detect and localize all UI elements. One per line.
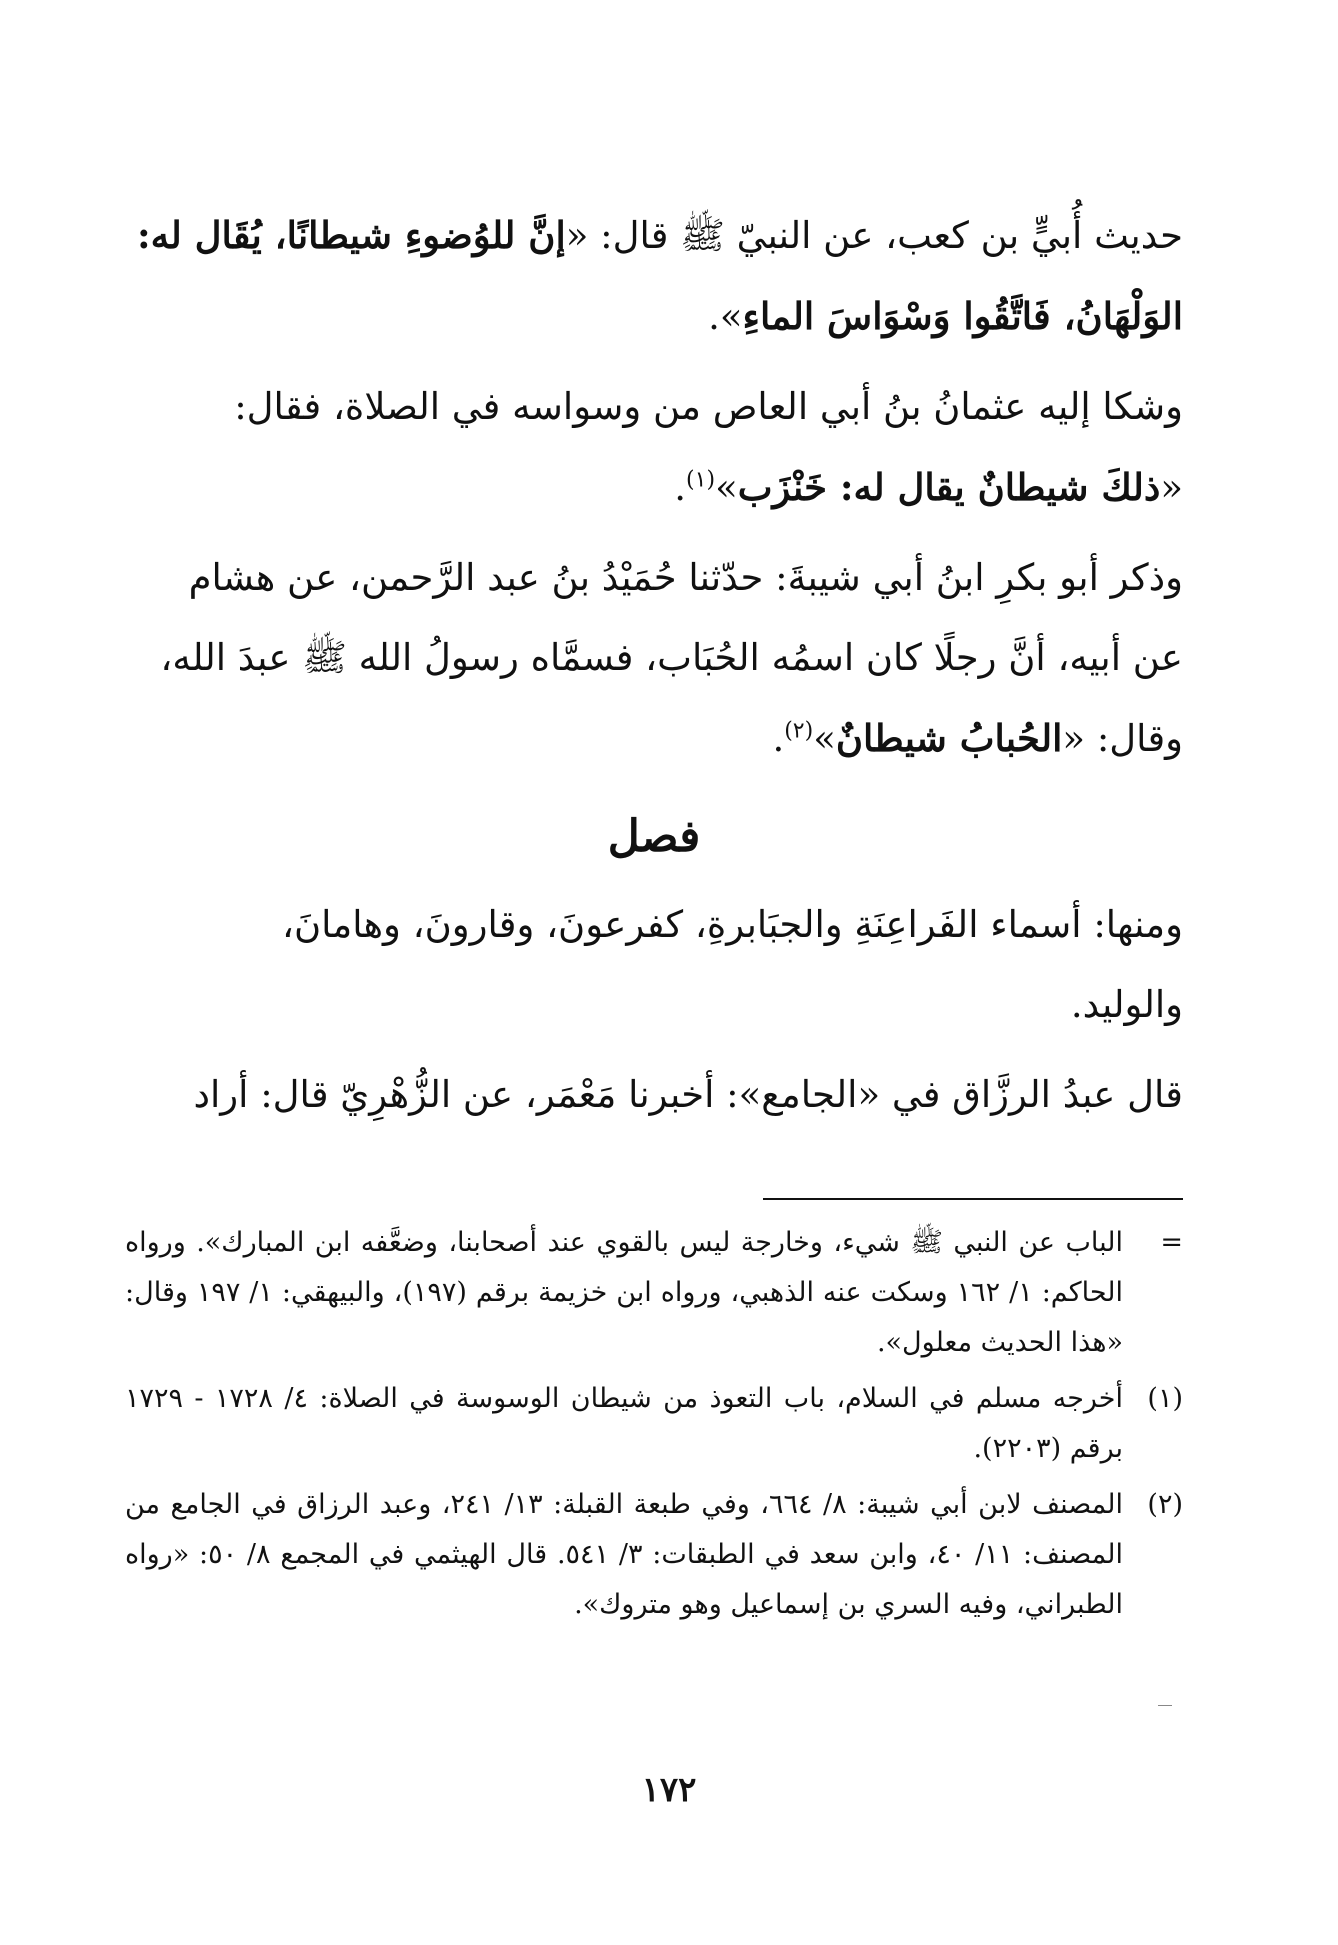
text-plain: عن أبيه، أنَّ رجلًا كان اسمُه الحُبَاب، فسمَّاه رسولُ الله ﷺ عبدَ الله، (160, 636, 1183, 679)
paragraph-abdurrazzaq (125, 1055, 1183, 1135)
text-plain: ». (708, 295, 743, 338)
hadith-quote: إنَّ للوُضوءِ شيطانًا، يُقَال له: (136, 213, 566, 257)
footnote-mark: (٢) (1147, 1489, 1183, 1520)
text-plain: وشكا إليه عثمانُ بنُ أبي العاص من وسواسه في الصلاة، فقال: (234, 385, 1183, 428)
hadith-quote: ذلكَ شيطانٌ يقال له: خَنْزَب (737, 465, 1161, 509)
scan-mark (1158, 1705, 1172, 1706)
footnote-mark: = (1160, 1227, 1183, 1258)
footnote-text: أخرجه مسلم في السلام، باب التعوذ من شيطان الوسوسة في الصلاة: ٤/ ١٧٢٨ - ١٧٢٩ برقم (٢٢٠٣). (125, 1383, 1123, 1464)
footnote-2 (125, 1480, 1183, 1630)
hadith-quote: الحُبابُ شيطانٌ (835, 716, 1063, 760)
text-line (125, 447, 1183, 528)
footnote-mark: (١) (1147, 1383, 1183, 1414)
footnote-reference[interactable]: (١) (686, 467, 716, 493)
footnote-reference[interactable]: (٢) (784, 718, 814, 744)
text-line (125, 195, 1183, 276)
section-heading: فصل (607, 811, 701, 862)
text-plain: قال عبدُ الرزَّاق في «الجامع»: أخبرنا مَعْمَر، عن الزُّهْرِيّ قال: أراد (193, 1073, 1183, 1116)
text-plain: . (674, 466, 687, 509)
footnote-text: الباب عن النبي ﷺ شيء، وخارجة ليس بالقوي عند أصحابنا، وضعَّفه ابن المبارك». ورواه الحاكم: ١/ ١٦٢ وسكت عنه الذهبي، ورواه ابن خزيمة برقم (١٩٧)، والبيهقي: ١/ ١٩٧ وقال: «هذا الحديث معلول». (125, 1227, 1124, 1358)
text-plain: « (1160, 466, 1183, 509)
text-line (125, 698, 1183, 779)
text-line (125, 538, 1183, 618)
text-plain: ومنها: أسماء الفَراعِنَةِ والجبَابرةِ، كفرعونَ، وقارونَ، وهامانَ، (282, 903, 1183, 946)
text-plain: وذكر أبو بكرِ ابنُ أبي شيبةَ: حدّثنا حُمَيْدُ بنُ عبد الرَّحمن، عن هشام (188, 556, 1183, 599)
text-line (125, 1055, 1183, 1135)
text-line (125, 885, 1183, 965)
text-line (125, 965, 1183, 1045)
text-plain: وقال: « (1062, 717, 1183, 760)
footnotes-section (125, 1218, 1183, 1636)
footnote-separator (763, 1198, 1183, 1200)
footnote-text: المصنف لابن أبي شيبة: ٨/ ٦٦٤، وفي طبعة القبلة: ١٣/ ٢٤١، وعبد الرزاق في الجامع من المصنف: ١١/ ٤٠، وابن سعد في الطبقات: ٣/ ٥٤١. قال الهيثمي في المجمع ٨/ ٥٠: «رواه الطبراني، وفيه السري بن إسماعيل وهو متروك». (125, 1489, 1123, 1620)
text-plain: » (813, 717, 836, 760)
text-plain: » (715, 466, 738, 509)
text-line (125, 618, 1183, 698)
paragraph-hubab-hadith (125, 538, 1183, 779)
footnote-1 (125, 1374, 1183, 1474)
text-line (125, 276, 1183, 357)
text-line (125, 367, 1183, 447)
footnote-continuation (125, 1218, 1183, 1368)
text-plain: . (772, 717, 785, 760)
paragraph-pharaohs (125, 885, 1183, 1045)
main-text (125, 195, 1183, 1145)
paragraph-uthman-hadith (125, 367, 1183, 528)
paragraph-ubayy-hadith (125, 195, 1183, 357)
text-plain: والوليد. (1070, 983, 1183, 1026)
page-number: ١٧٢ (641, 1770, 697, 1810)
text-plain: حديث أُبيٍّ بن كعب، عن النبيّ ﷺ قال: « (565, 214, 1183, 257)
hadith-quote: الوَلْهَانُ، فَاتَّقُوا وَسْوَاسَ الماءِ (742, 294, 1183, 338)
